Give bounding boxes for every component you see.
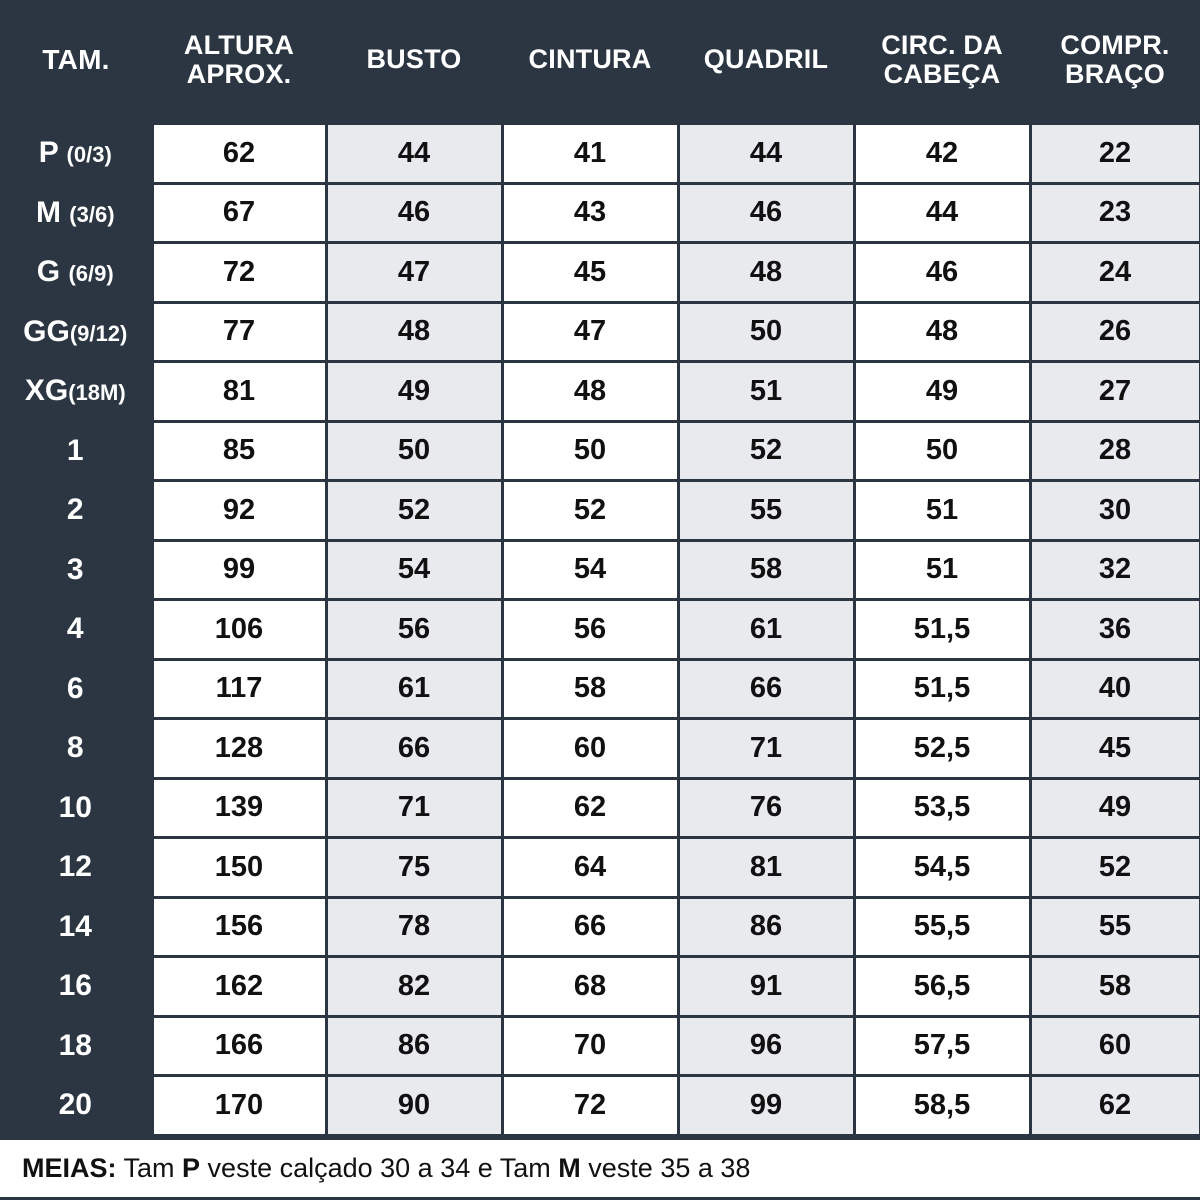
cell-braco: 27: [1030, 362, 1200, 422]
cell-altura: 166: [152, 1016, 326, 1076]
cell-altura: 139: [152, 778, 326, 838]
cell-quadril: 55: [678, 481, 854, 541]
column-header-busto: BUSTO: [326, 0, 502, 124]
cell-braco: 49: [1030, 778, 1200, 838]
table-row: [0, 838, 1200, 898]
column-header-quadril: QUADRIL: [678, 0, 854, 124]
cell-cintura: 47: [502, 302, 678, 362]
cell-cabeca: 48: [854, 302, 1030, 362]
cell-quadril: 66: [678, 659, 854, 719]
table-row: [0, 421, 1200, 481]
header-row: [0, 0, 1200, 124]
cell-cabeca: 52,5: [854, 719, 1030, 779]
cell-braco: 45: [1030, 719, 1200, 779]
table-row: [0, 362, 1200, 422]
footnote-part-1: Tam: [116, 1152, 183, 1183]
cell-altura: 67: [152, 183, 326, 243]
cell-busto: 50: [326, 421, 502, 481]
cell-quadril: 52: [678, 421, 854, 481]
cell-braco: 28: [1030, 421, 1200, 481]
cell-cabeca: 51,5: [854, 600, 1030, 660]
cell-tam: [0, 957, 152, 1017]
cell-cintura: 60: [502, 719, 678, 779]
table-row: [0, 540, 1200, 600]
size-label: P: [38, 136, 59, 170]
cell-quadril: 61: [678, 600, 854, 660]
cell-altura: 170: [152, 1076, 326, 1136]
column-header-tam: TAM.: [0, 0, 152, 124]
cell-busto: 56: [326, 600, 502, 660]
cell-altura: 106: [152, 600, 326, 660]
cell-braco: 22: [1030, 124, 1200, 184]
cell-tam: [0, 838, 152, 898]
cell-tam: [0, 243, 152, 303]
cell-braco: 62: [1030, 1076, 1200, 1136]
cell-altura: 117: [152, 659, 326, 719]
size-label: 3: [66, 552, 84, 586]
cell-quadril: 86: [678, 897, 854, 957]
size-label: 14: [58, 909, 92, 943]
table-header: [0, 0, 1200, 124]
cell-braco: 55: [1030, 897, 1200, 957]
cell-cabeca: 51,5: [854, 659, 1030, 719]
cell-braco: 58: [1030, 957, 1200, 1017]
size-sublabel: (6/9): [68, 261, 114, 287]
table-row: [0, 897, 1200, 957]
cell-quadril: 96: [678, 1016, 854, 1076]
column-header-cabeca: CIRC. DA CABEÇA: [854, 0, 1030, 124]
cell-tam: [0, 1076, 152, 1136]
cell-braco: 36: [1030, 600, 1200, 660]
cell-braco: 60: [1030, 1016, 1200, 1076]
cell-busto: 46: [326, 183, 502, 243]
cell-cabeca: 58,5: [854, 1076, 1030, 1136]
cell-altura: 128: [152, 719, 326, 779]
column-header-braco: COMPR. BRAÇO: [1030, 0, 1200, 124]
cell-tam: [0, 540, 152, 600]
cell-tam: [0, 659, 152, 719]
cell-quadril: 48: [678, 243, 854, 303]
cell-braco: 52: [1030, 838, 1200, 898]
cell-altura: 77: [152, 302, 326, 362]
cell-cintura: 68: [502, 957, 678, 1017]
cell-quadril: 91: [678, 957, 854, 1017]
table-row: [0, 659, 1200, 719]
table-row: [0, 183, 1200, 243]
table-body: [0, 124, 1200, 1136]
cell-quadril: 44: [678, 124, 854, 184]
cell-quadril: 58: [678, 540, 854, 600]
cell-altura: 162: [152, 957, 326, 1017]
cell-cabeca: 49: [854, 362, 1030, 422]
cell-altura: 62: [152, 124, 326, 184]
cell-altura: 150: [152, 838, 326, 898]
cell-altura: 72: [152, 243, 326, 303]
cell-cintura: 45: [502, 243, 678, 303]
cell-tam: [0, 362, 152, 422]
footnote-size-p: P: [182, 1152, 201, 1183]
cell-cabeca: 51: [854, 540, 1030, 600]
table-row: [0, 1076, 1200, 1136]
size-sublabel: (0/3): [66, 142, 112, 168]
cell-cintura: 66: [502, 897, 678, 957]
cell-quadril: 71: [678, 719, 854, 779]
cell-busto: 61: [326, 659, 502, 719]
size-sublabel: (18M): [68, 380, 126, 406]
cell-cintura: 54: [502, 540, 678, 600]
table-row: [0, 243, 1200, 303]
size-label: 20: [58, 1088, 92, 1122]
size-sublabel: (9/12): [69, 320, 128, 346]
cell-cintura: 50: [502, 421, 678, 481]
size-label: M: [35, 195, 61, 229]
size-label: 10: [58, 790, 92, 824]
cell-cintura: 58: [502, 659, 678, 719]
size-label: 2: [66, 493, 84, 527]
footnote-size-m: M: [558, 1152, 581, 1183]
column-header-altura: ALTURA APROX.: [152, 0, 326, 124]
table-row: [0, 778, 1200, 838]
size-label: 6: [66, 671, 84, 705]
cell-cabeca: 53,5: [854, 778, 1030, 838]
size-label: GG: [23, 314, 70, 348]
cell-quadril: 99: [678, 1076, 854, 1136]
cell-busto: 66: [326, 719, 502, 779]
cell-cintura: 72: [502, 1076, 678, 1136]
cell-braco: 24: [1030, 243, 1200, 303]
cell-braco: 40: [1030, 659, 1200, 719]
cell-busto: 82: [326, 957, 502, 1017]
cell-cabeca: 50: [854, 421, 1030, 481]
size-label: 12: [58, 850, 92, 884]
cell-cintura: 56: [502, 600, 678, 660]
footnote-bar: [0, 1137, 1200, 1197]
cell-tam: [0, 778, 152, 838]
cell-cabeca: 42: [854, 124, 1030, 184]
table-row: [0, 481, 1200, 541]
cell-busto: 48: [326, 302, 502, 362]
column-header-cintura: CINTURA: [502, 0, 678, 124]
cell-busto: 44: [326, 124, 502, 184]
cell-cintura: 43: [502, 183, 678, 243]
size-label: 16: [58, 969, 92, 1003]
size-label: 1: [66, 433, 84, 467]
cell-busto: 52: [326, 481, 502, 541]
cell-quadril: 46: [678, 183, 854, 243]
table-row: [0, 302, 1200, 362]
cell-tam: [0, 719, 152, 779]
cell-tam: [0, 481, 152, 541]
cell-cabeca: 51: [854, 481, 1030, 541]
size-label: XG: [24, 374, 69, 408]
footnote-label: MEIAS:: [22, 1152, 117, 1183]
cell-tam: [0, 302, 152, 362]
cell-quadril: 76: [678, 778, 854, 838]
cell-tam: [0, 600, 152, 660]
cell-busto: 86: [326, 1016, 502, 1076]
cell-braco: 23: [1030, 183, 1200, 243]
cell-altura: 99: [152, 540, 326, 600]
cell-cabeca: 46: [854, 243, 1030, 303]
cell-busto: 75: [326, 838, 502, 898]
cell-busto: 78: [326, 897, 502, 957]
size-label: G: [36, 255, 61, 289]
footnote-text: [22, 1153, 750, 1184]
cell-braco: 32: [1030, 540, 1200, 600]
cell-cabeca: 57,5: [854, 1016, 1030, 1076]
size-label: 18: [58, 1028, 92, 1062]
cell-cabeca: 55,5: [854, 897, 1030, 957]
cell-quadril: 81: [678, 838, 854, 898]
cell-quadril: 50: [678, 302, 854, 362]
cell-tam: [0, 1016, 152, 1076]
table-row: [0, 124, 1200, 184]
table-row: [0, 1016, 1200, 1076]
cell-tam: [0, 421, 152, 481]
cell-braco: 26: [1030, 302, 1200, 362]
cell-cintura: 52: [502, 481, 678, 541]
cell-tam: [0, 183, 152, 243]
cell-cintura: 62: [502, 778, 678, 838]
cell-tam: [0, 897, 152, 957]
cell-cintura: 48: [502, 362, 678, 422]
cell-cintura: 64: [502, 838, 678, 898]
footnote-part-2: veste calçado 30 a 34 e Tam: [200, 1152, 559, 1183]
footnote-part-3: veste 35 a 38: [580, 1152, 751, 1183]
size-label: 8: [66, 731, 84, 765]
size-label: 4: [66, 612, 84, 646]
cell-cintura: 70: [502, 1016, 678, 1076]
cell-cabeca: 44: [854, 183, 1030, 243]
cell-quadril: 51: [678, 362, 854, 422]
cell-busto: 54: [326, 540, 502, 600]
cell-cintura: 41: [502, 124, 678, 184]
cell-busto: 47: [326, 243, 502, 303]
cell-altura: 81: [152, 362, 326, 422]
cell-altura: 85: [152, 421, 326, 481]
size-sublabel: (3/6): [69, 201, 115, 227]
cell-altura: 92: [152, 481, 326, 541]
cell-cabeca: 54,5: [854, 838, 1030, 898]
cell-busto: 49: [326, 362, 502, 422]
cell-cabeca: 56,5: [854, 957, 1030, 1017]
table-row: [0, 957, 1200, 1017]
cell-altura: 156: [152, 897, 326, 957]
table-row: [0, 719, 1200, 779]
cell-braco: 30: [1030, 481, 1200, 541]
cell-busto: 90: [326, 1076, 502, 1136]
cell-busto: 71: [326, 778, 502, 838]
table-row: [0, 600, 1200, 660]
cell-tam: [0, 124, 152, 184]
